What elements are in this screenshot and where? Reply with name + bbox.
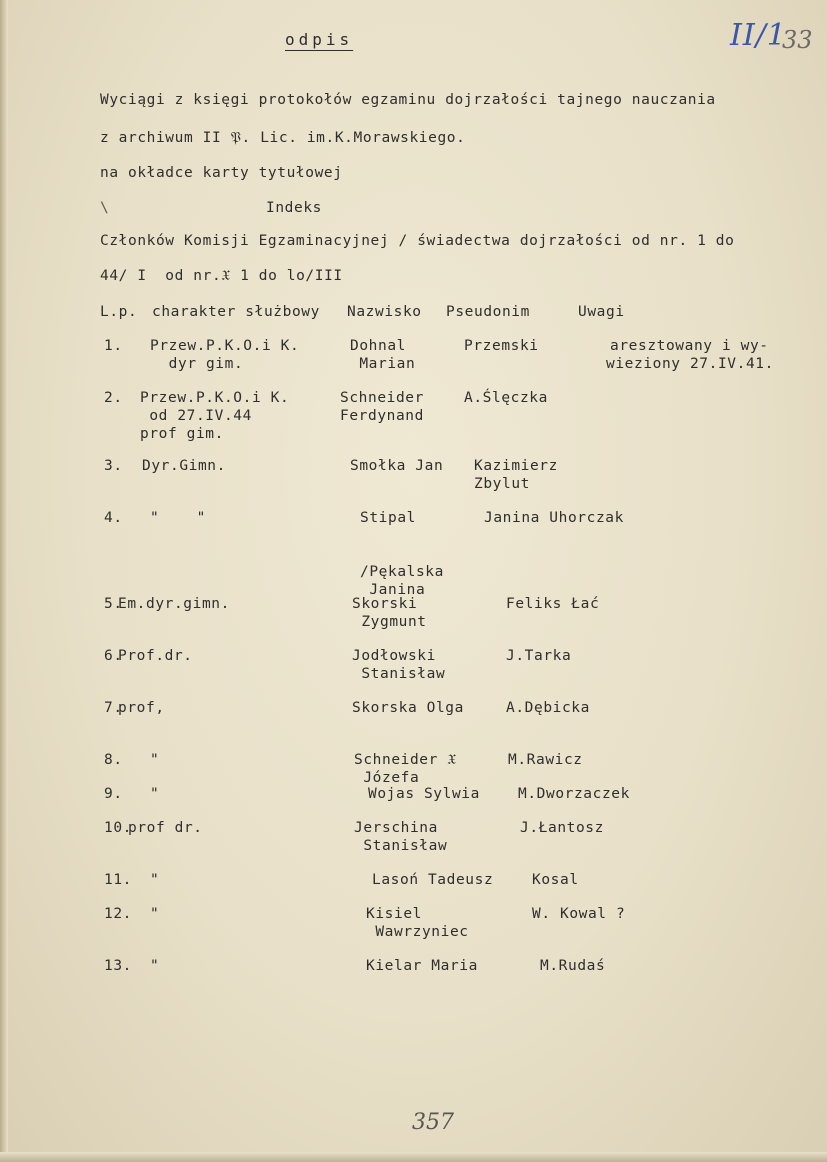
- row-name: Kisiel: [366, 906, 422, 922]
- row-role: Przew.P.K.O.i K.: [140, 390, 290, 406]
- row-role: od 27.IV.44: [140, 408, 252, 424]
- row-name: Jodłowski: [352, 648, 436, 664]
- index-label: Indeks: [266, 200, 322, 216]
- row-name: /Pękalska: [360, 564, 444, 580]
- row-pseudonym: Kazimierz: [474, 458, 558, 474]
- column-header-role: charakter służbowy: [152, 304, 320, 320]
- row-role: ": [150, 752, 160, 768]
- row-name: Dohnal: [350, 338, 406, 354]
- column-header-name: Nazwisko: [347, 304, 422, 320]
- row-number: 2.: [104, 390, 123, 406]
- row-name: Kielar Maria: [366, 958, 478, 974]
- row-pseudonym: Janina Uhorczak: [484, 510, 624, 526]
- row-role: Dyr.Gimn.: [142, 458, 226, 474]
- row-pseudonym: Zbylut: [474, 476, 530, 492]
- column-header-notes: Uwagi: [578, 304, 625, 320]
- row-role: ": [150, 786, 160, 802]
- row-role: Prof.dr.: [118, 648, 193, 664]
- row-number: 9.: [104, 786, 123, 802]
- row-pseudonym: A.Dębicka: [506, 700, 590, 716]
- row-role: prof gim.: [140, 426, 224, 442]
- row-name: Stanisław: [354, 838, 448, 854]
- paper-edge-left: [0, 0, 8, 1162]
- row-name: Marian: [350, 356, 416, 372]
- row-name: Jerschina: [354, 820, 438, 836]
- row-name: Stipal: [360, 510, 416, 526]
- row-name: Wojas Sylwia: [368, 786, 480, 802]
- row-number: 12.: [104, 906, 132, 922]
- row-pseudonym: Kosal: [532, 872, 579, 888]
- row-name: Lasoń Tadeusz: [372, 872, 494, 888]
- document-title: odpis: [285, 30, 354, 49]
- intro-line-2: z archiwum II 𝔓. Lic. im.K.Morawskiego.: [100, 130, 466, 146]
- row-name: Wawrzyniec: [366, 924, 469, 940]
- row-name: Janina: [360, 582, 426, 598]
- row-number: 7.: [104, 700, 123, 716]
- row-number: 3.: [104, 458, 123, 474]
- row-name: Ferdynand: [340, 408, 424, 424]
- intro-line-1: Wyciągi z księgi protokołów egzaminu dojrzałości tajnego nauczania: [100, 92, 716, 108]
- row-pseudonym: W. Kowal ?: [532, 906, 626, 922]
- row-number: 6.: [104, 648, 123, 664]
- row-number: 13.: [104, 958, 132, 974]
- column-header-lp: L.p.: [100, 304, 138, 320]
- row-role: " ": [150, 510, 206, 526]
- archive-mark-number: 33: [782, 26, 813, 54]
- row-name: Stanisław: [352, 666, 446, 682]
- row-number: 8.: [104, 752, 123, 768]
- row-name: Zygmunt: [352, 614, 427, 630]
- row-number: 4.: [104, 510, 123, 526]
- row-role: ": [150, 906, 160, 922]
- row-notes: wieziony 27.IV.41.: [606, 356, 774, 372]
- row-pseudonym: M.Rudaś: [540, 958, 606, 974]
- row-pseudonym: Feliks Łać: [506, 596, 600, 612]
- index-mark: \: [100, 200, 110, 216]
- row-role: Em.dyr.gimn.: [118, 596, 230, 612]
- intro-line-5: Członków Komisji Egzaminacyjnej / świadectwa dojrzałości od nr. 1 do: [100, 233, 735, 249]
- row-role: ": [150, 958, 160, 974]
- row-pseudonym: J.Łantosz: [520, 820, 604, 836]
- row-name: Smołka Jan: [350, 458, 444, 474]
- intro-line-3: na okładce karty tytułowej: [100, 165, 343, 181]
- row-role: dyr gim.: [150, 356, 244, 372]
- row-pseudonym: Przemski: [464, 338, 539, 354]
- row-name: Józefa: [354, 770, 420, 786]
- row-role: prof,: [118, 700, 165, 716]
- row-number: 11.: [104, 872, 132, 888]
- row-name: Skorski: [352, 596, 418, 612]
- row-number: 10.: [104, 820, 132, 836]
- row-name: Schneider 𝔛: [354, 752, 457, 768]
- paper-edge-bottom: [0, 1152, 827, 1162]
- row-role: Przew.P.K.O.i K.: [150, 338, 300, 354]
- row-notes: aresztowany i wy-: [610, 338, 769, 354]
- row-pseudonym: M.Rawicz: [508, 752, 583, 768]
- column-header-pseudonym: Pseudonim: [446, 304, 530, 320]
- row-number: 5.: [104, 596, 123, 612]
- archive-mark: II/1: [730, 18, 787, 53]
- row-role: ": [150, 872, 160, 888]
- row-pseudonym: M.Dworzaczek: [518, 786, 630, 802]
- intro-line-6: 44/ I od nr.𝔛 1 do lo/III: [100, 268, 343, 284]
- row-pseudonym: A.Ślęczka: [464, 390, 548, 406]
- page-number: 357: [412, 1110, 454, 1135]
- row-number: 1.: [104, 338, 123, 354]
- row-pseudonym: J.Tarka: [506, 648, 572, 664]
- row-name: Skorska Olga: [352, 700, 464, 716]
- row-name: Schneider: [340, 390, 424, 406]
- row-role: prof dr.: [128, 820, 203, 836]
